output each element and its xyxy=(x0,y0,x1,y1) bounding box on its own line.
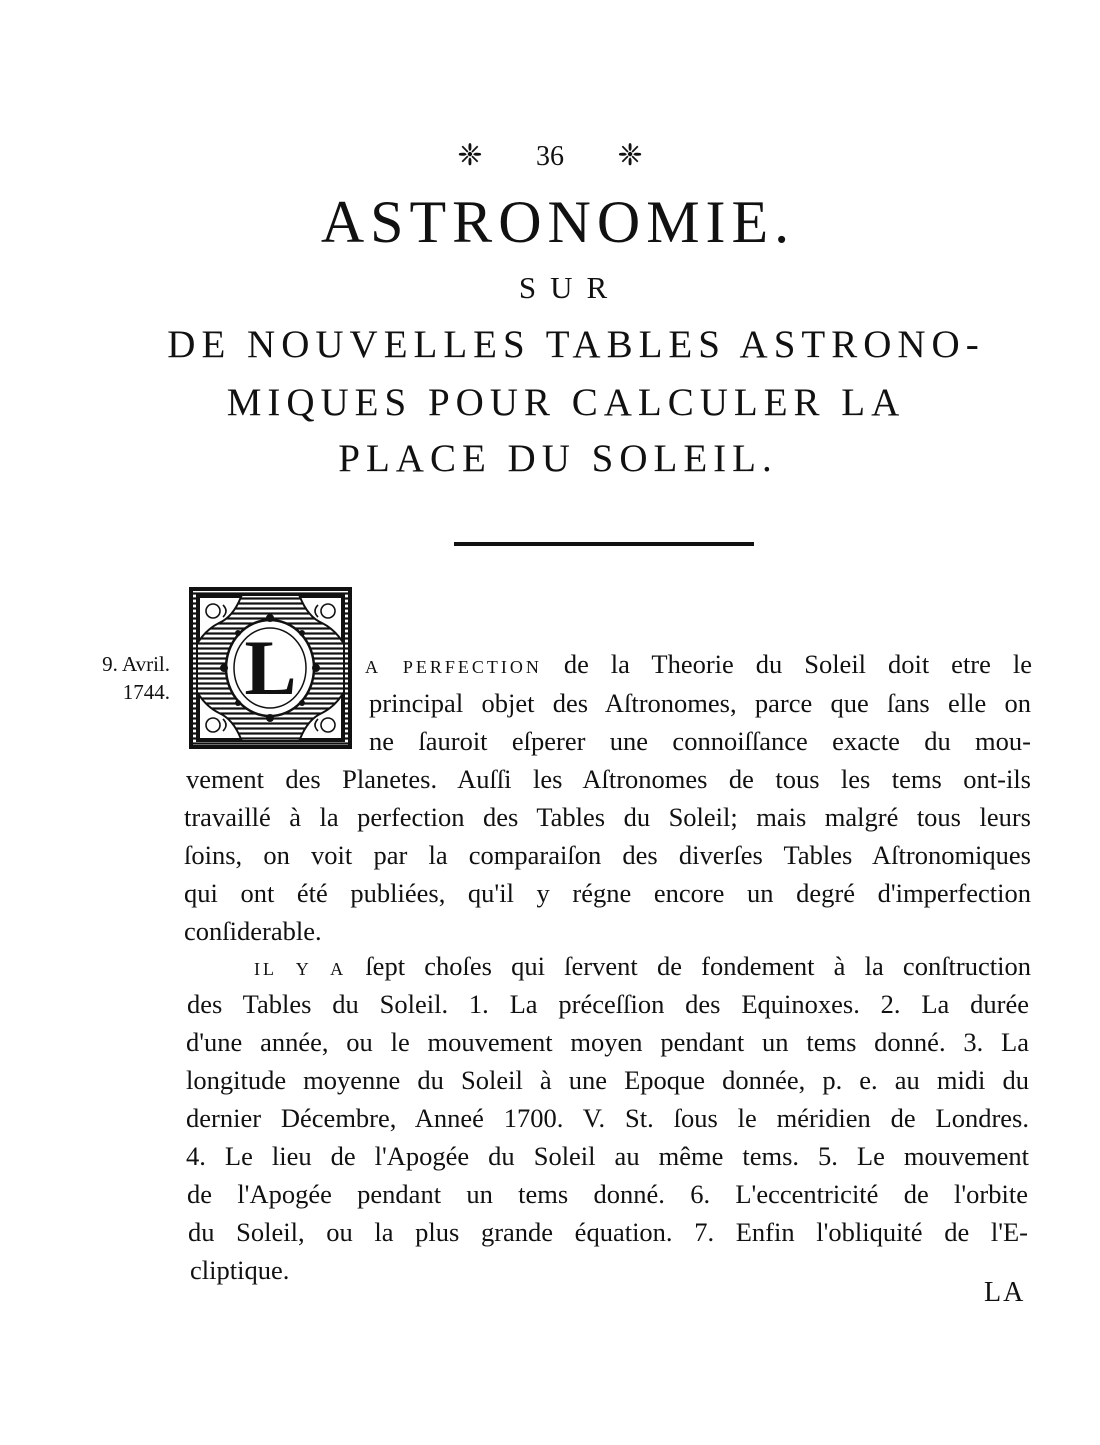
paragraph-line xyxy=(254,949,1031,986)
paragraph-line: ne ſauroit eſperer une connoiſſance exacte du mou- xyxy=(369,726,1031,756)
paragraph-line: cliptique. xyxy=(190,1255,290,1285)
paragraph-line: 4. Le lieu de l'Apogée du Soleil au même tems. 5. Le mouvement xyxy=(186,1141,1029,1171)
paragraph-line: d'une année, ou le mouvement moyen pendant un tems donné. 3. La xyxy=(186,1027,1029,1057)
page-header xyxy=(0,138,1100,173)
drop-cap xyxy=(189,587,352,749)
page-number: 36 xyxy=(536,141,564,172)
drop-cap-letter: L xyxy=(244,624,297,711)
paragraph-line: travaillé à la perfection des Tables du Soleil; mais malgré tous leurs xyxy=(184,802,1031,832)
margin-date: 9. Avril. xyxy=(102,652,170,676)
paragraph-line: longitude moyenne du Soleil à une Epoque donnée, p. e. au midi du xyxy=(186,1065,1029,1095)
subtitle-line: PLACE DU SOLEIL. xyxy=(338,437,778,480)
paragraph-line: ſoins, on voit par la comparaiſon des diverſes Tables Aſtronomiques xyxy=(184,840,1031,870)
paragraph-line: vement des Planetes. Auſſi les Aſtronomes de tous les tems ont-ils xyxy=(186,764,1031,794)
margin-year: 1744. xyxy=(122,680,170,704)
fleuron-left-icon: ❈ xyxy=(457,139,483,172)
paragraph-line xyxy=(365,647,1032,684)
title-rule xyxy=(454,542,754,546)
paragraph-line: des Tables du Soleil. 1. La préceſſion des Equinoxes. 2. La durée xyxy=(187,989,1029,1019)
title-sur: SUR xyxy=(518,270,622,305)
paragraph-text: de la Theorie du Soleil doit etre le xyxy=(541,649,1032,679)
subtitle-line: MIQUES POUR CALCULER LA xyxy=(226,381,906,424)
subtitle-line: DE NOUVELLES TABLES ASTRONO- xyxy=(167,323,985,366)
paragraph-line: du Soleil, ou la plus grande équation. 7. Enfin l'obliquité de l'E- xyxy=(188,1217,1028,1247)
paragraph-line: conſiderable. xyxy=(184,916,322,946)
fleuron-right-icon: ❈ xyxy=(617,139,643,172)
paragraph-line: qui ont été publiées, qu'il y régne encore un degré d'imperfection xyxy=(184,878,1031,908)
margin-note xyxy=(40,650,170,706)
paragraph-text: ſept choſes qui ſervent de fondement à la conſtruction xyxy=(346,951,1031,981)
catchword: LA xyxy=(984,1277,1026,1308)
section-title: ASTRONOMIE. xyxy=(320,189,796,255)
paragraph-line: dernier Décembre, Anneé 1700. V. St. ſous le méridien de Londres. xyxy=(186,1103,1029,1133)
lead-smallcaps: IL Y A xyxy=(254,959,347,979)
paragraph-line: de l'Apogée pendant un tems donné. 6. L'eccentricité de l'orbite xyxy=(187,1179,1028,1209)
lead-smallcaps: A PERFECTION xyxy=(365,657,542,677)
paragraph-line: principal objet des Aſtronomes, parce que ſans elle on xyxy=(369,688,1031,718)
